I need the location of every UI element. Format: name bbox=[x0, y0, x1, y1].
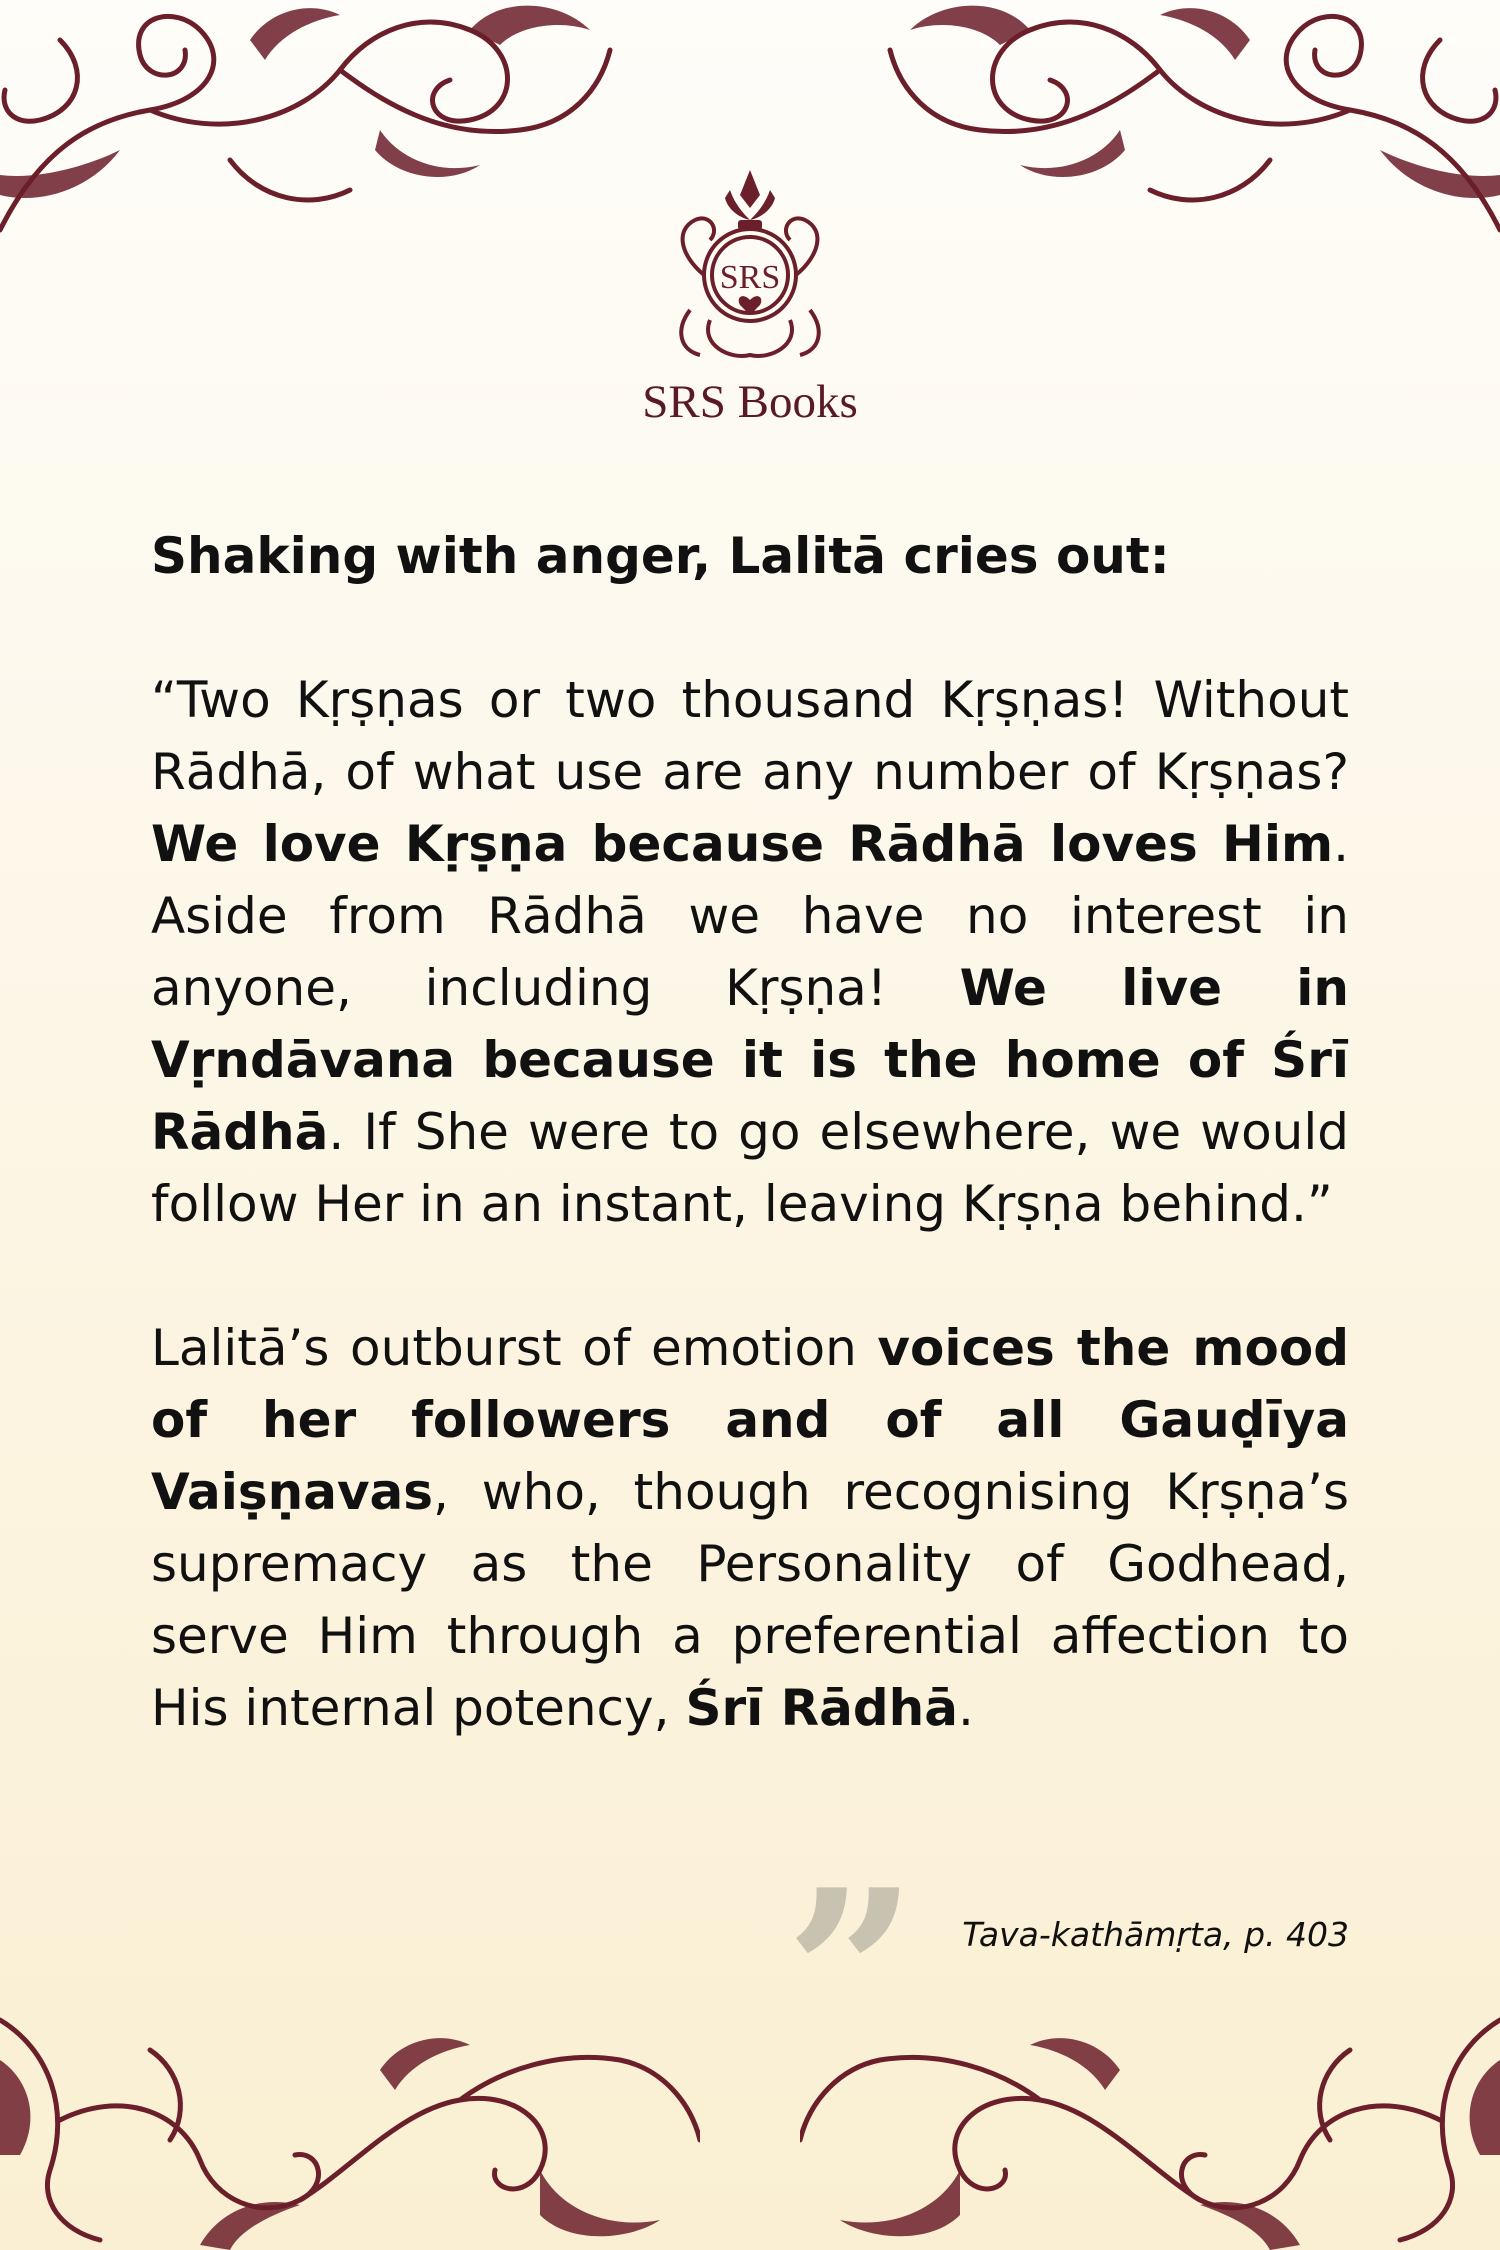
commentary-bold-2: Śrī Rādhā bbox=[685, 1679, 959, 1737]
ornament-top-right bbox=[860, 0, 1500, 250]
commentary-text-1: Lalitā’s outburst of emotion bbox=[151, 1319, 878, 1377]
closing-quote-icon: ” bbox=[785, 1840, 918, 2110]
commentary-text-2: , who, though recognising Kṛṣṇa’s supremacy as the Personality of Godhead, serve Him through a preferential affection to His internal potency, bbox=[151, 1463, 1349, 1737]
quote-bold-1: We love Kṛṣṇa because Rādhā loves Him bbox=[151, 815, 1334, 873]
commentary-text-3: . bbox=[958, 1679, 974, 1737]
heading: Shaking with anger, Lalitā cries out: bbox=[151, 527, 1170, 585]
quote-text-2: . Aside from Rādhā we have no interest in anyone, including Kṛṣṇa! bbox=[151, 815, 1349, 1017]
quote-card-body bbox=[151, 520, 1349, 1744]
brand-name: SRS Books bbox=[642, 376, 858, 428]
commentary-paragraph bbox=[151, 1312, 1349, 1744]
commentary-bold-1: voices the mood of her followers and of all Gauḍīya Vaiṣṇavas bbox=[151, 1319, 1349, 1521]
quote-paragraph bbox=[151, 664, 1349, 1240]
citation: Tava-kathāmṛta, p. 403 bbox=[962, 1915, 1349, 1954]
srs-crest-logo bbox=[650, 160, 850, 370]
ornament-top-left bbox=[0, 0, 640, 250]
quote-text-1: “Two Kṛṣṇas or two thousand Kṛṣṇas! Without Rādhā, of what use are any number of Kṛṣṇas? bbox=[151, 671, 1349, 801]
ornament-bottom-left bbox=[0, 1990, 700, 2250]
logo-monogram: SRS bbox=[719, 259, 781, 296]
quote-text-3: . If She were to go elsewhere, we would follow Her in an instant, leaving Kṛṣṇa behind.” bbox=[151, 1103, 1349, 1233]
quote-bold-2: We live in Vṛndāvana because it is the home of Śrī Rādhā bbox=[151, 959, 1349, 1161]
